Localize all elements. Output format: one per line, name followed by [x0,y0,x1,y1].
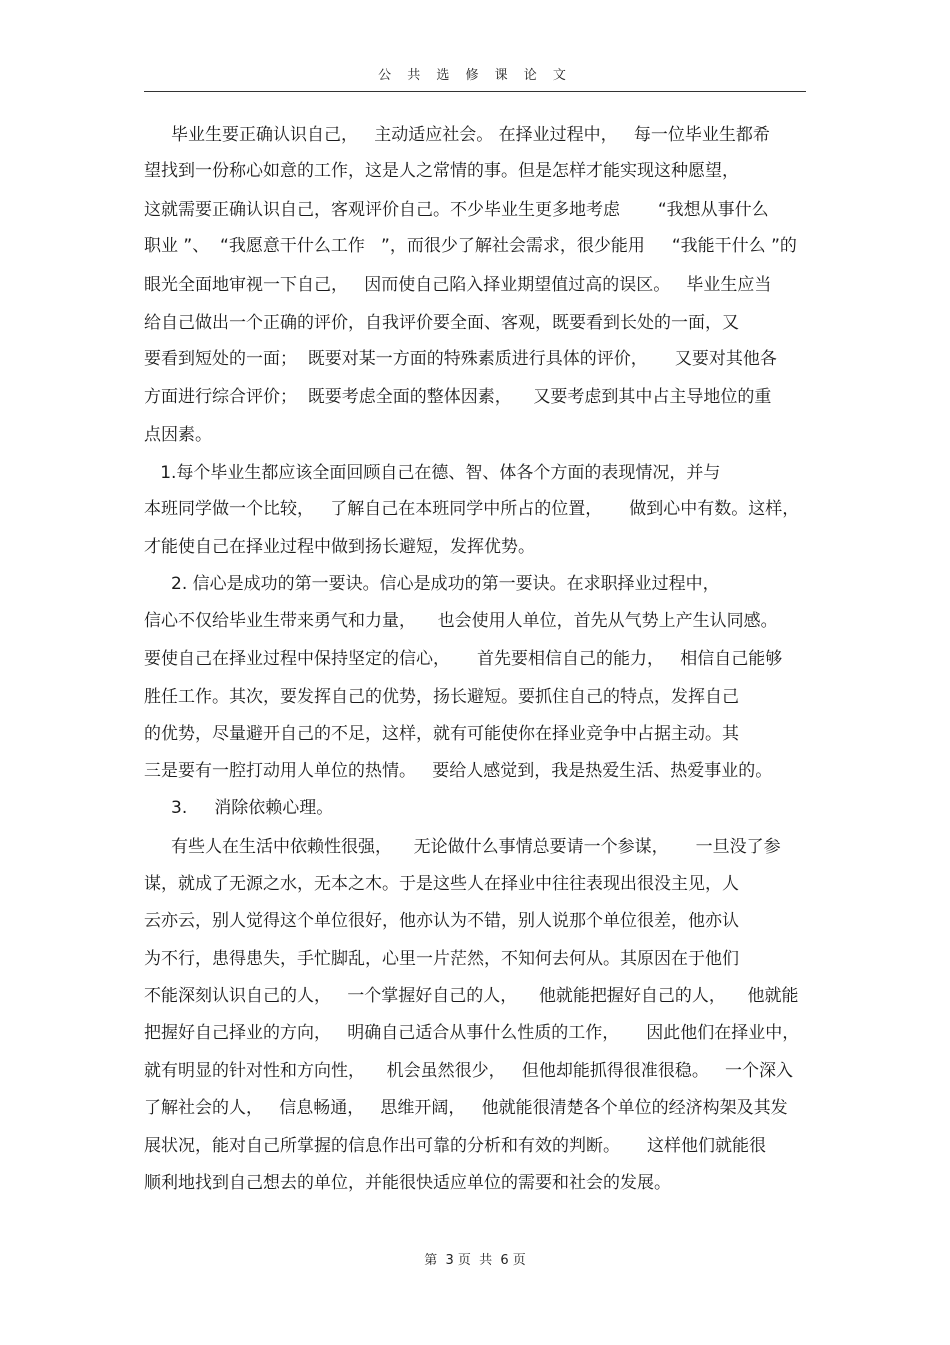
body-line: 了解社会的人， 信息畅通， 思维开阔， 他就能很清楚各个单位的经济构架及其发 [144,1098,788,1118]
body-line: 就有明显的针对性和方向性， 机会虽然很少， 但他却能抓得很准很稳。 一个深入 [144,1061,794,1081]
body-line: 眼光全面地审视一下自己， 因而使自己陷入择业期望值过高的误区。 毕业生应当 [144,275,772,295]
body-line: 顺利地找到自己想去的单位，并能很快适应单位的需要和社会的发展。 [144,1173,671,1193]
body-line: 毕业生要正确认识自己， 主动适应社会。 在择业过程中， 每一位毕业生都希 [144,125,770,145]
body-line: 展状况，能对自己所掌握的信息作出可靠的分析和有效的判断。 这样他们就能很 [144,1136,767,1156]
body-line: 2. 信心是成功的第一要诀。信心是成功的第一要诀。在求职择业过程中， [144,574,720,594]
page-number: 第 3 页 共 6 页 [424,1253,526,1268]
body-line: 胜任工作。其次，要发挥自己的优势，扬长避短。要抓住自己的特点，发挥自己 [144,687,739,707]
body-line: 要看到短处的一面； 既要对某一方面的特殊素质进行具体的评价， 又要对其他各 [144,349,777,369]
body-line: 谋，就成了无源之水，无本之木。于是这些人在择业中往往表现出很没主见，人 [144,874,739,894]
page-header: 公 共 选 修 课 论 文 [378,68,572,83]
body-line: 三是要有一腔打动用人单位的热情。 要给人感觉到，我是热爱生活、热爱事业的。 [144,761,773,781]
body-line: 信心不仅给毕业生带来勇气和力量， 也会使用人单位，首先从气势上产生认同感。 [144,611,778,631]
body-line: 本班同学做一个比较， 了解自己在本班同学中所占的位置， 做到心中有数。这样， [144,499,800,519]
body-line: 要使自己在择业过程中保持坚定的信心， 首先要相信自己的能力， 相信自己能够 [144,649,783,669]
body-line: 把握好自己择业的方向， 明确自己适合从事什么性质的工作， 因此他们在择业中， [144,1023,800,1043]
header-divider [144,91,806,92]
body-line: 这就需要正确认识自己，客观评价自己。不少毕业生更多地考虑 “我想从事什么 [144,200,769,220]
body-line: 云亦云，别人觉得这个单位很好，他亦认为不错，别人说那个单位很差，他亦认 [144,911,739,931]
body-line: 点因素。 [144,425,212,445]
body-line: 才能使自己在择业过程中做到扬长避短，发挥优势。 [144,537,535,557]
body-line: 职业 ”、 “我愿意干什么工作 ”，而很少了解社会需求，很少能用 “我能干什么 ”的 [144,236,797,256]
body-line: 的优势，尽量避开自己的不足，这样，就有可能使你在择业竞争中占据主动。其 [144,724,739,744]
body-line: 为不行，患得患失，手忙脚乱，心里一片茫然，不知何去何从。其原因在于他们 [144,949,739,969]
body-line: 不能深刻认识自己的人， 一个掌握好自己的人， 他就能把握好自己的人， 他就能 [144,986,799,1006]
body-line: 望找到一份称心如意的工作，这是人之常情的事。但是怎样才能实现这种愿望， [144,161,739,181]
body-line: 方面进行综合评价； 既要考虑全面的整体因素， 又要考虑到其中占主导地位的重 [144,387,772,407]
body-line: 有些人在生活中依赖性很强， 无论做什么事情总要请一个参谋， 一旦没了参 [144,837,781,857]
body-line: 3. 消除依赖心理。 [144,798,334,818]
body-line: 给自己做出一个正确的评价，自我评价要全面、客观，既要看到长处的一面，又 [144,313,739,333]
body-line: 1.每个毕业生都应该全面回顾自己在德、智、体各个方面的表现情况，并与 [144,463,721,483]
